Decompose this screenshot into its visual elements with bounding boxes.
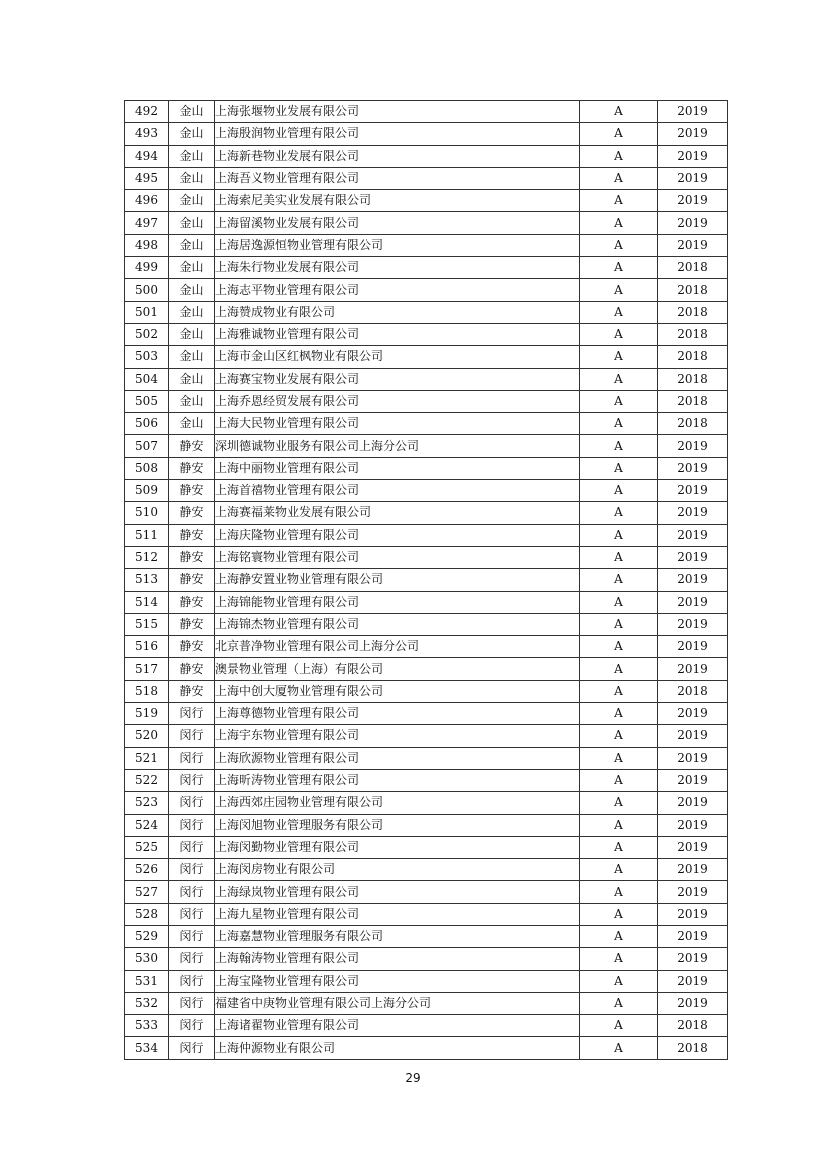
company-name-cell: 上海嘉慧物业管理服务有限公司 bbox=[215, 925, 580, 947]
year-cell: 2019 bbox=[658, 636, 728, 658]
company-name-cell: 上海绿岚物业管理有限公司 bbox=[215, 881, 580, 903]
table-row bbox=[125, 636, 728, 658]
table-row bbox=[125, 435, 728, 457]
year-cell: 2019 bbox=[658, 613, 728, 635]
district-cell: 闵行 bbox=[169, 925, 215, 947]
company-name-cell: 上海殷润物业管理有限公司 bbox=[215, 123, 580, 145]
row-number: 505 bbox=[125, 390, 169, 412]
company-name-cell: 上海留溪物业发展有限公司 bbox=[215, 212, 580, 234]
row-number: 493 bbox=[125, 123, 169, 145]
table-row bbox=[125, 502, 728, 524]
row-number: 498 bbox=[125, 234, 169, 256]
grade-cell: A bbox=[580, 457, 658, 479]
company-name-cell: 上海静安置业物业管理有限公司 bbox=[215, 569, 580, 591]
company-name-cell: 上海庆隆物业管理有限公司 bbox=[215, 524, 580, 546]
year-cell: 2019 bbox=[658, 480, 728, 502]
year-cell: 2019 bbox=[658, 546, 728, 568]
year-cell: 2019 bbox=[658, 725, 728, 747]
company-name-cell: 上海居逸源恒物业管理有限公司 bbox=[215, 234, 580, 256]
table-row bbox=[125, 480, 728, 502]
row-number: 524 bbox=[125, 814, 169, 836]
row-number: 529 bbox=[125, 925, 169, 947]
year-cell: 2019 bbox=[658, 859, 728, 881]
grade-cell: A bbox=[580, 925, 658, 947]
table-row bbox=[125, 591, 728, 613]
year-cell: 2019 bbox=[658, 970, 728, 992]
row-number: 504 bbox=[125, 368, 169, 390]
district-cell: 金山 bbox=[169, 279, 215, 301]
district-cell: 金山 bbox=[169, 323, 215, 345]
district-cell: 闵行 bbox=[169, 792, 215, 814]
district-cell: 闵行 bbox=[169, 948, 215, 970]
district-cell: 金山 bbox=[169, 123, 215, 145]
grade-cell: A bbox=[580, 836, 658, 858]
table-row bbox=[125, 836, 728, 858]
company-name-cell: 上海乔恩经贸发展有限公司 bbox=[215, 390, 580, 412]
company-name-cell: 福建省中庚物业管理有限公司上海分公司 bbox=[215, 992, 580, 1014]
row-number: 523 bbox=[125, 792, 169, 814]
row-number: 515 bbox=[125, 613, 169, 635]
district-cell: 静安 bbox=[169, 658, 215, 680]
year-cell: 2019 bbox=[658, 992, 728, 1014]
year-cell: 2019 bbox=[658, 658, 728, 680]
row-number: 499 bbox=[125, 257, 169, 279]
row-number: 508 bbox=[125, 457, 169, 479]
year-cell: 2019 bbox=[658, 792, 728, 814]
district-cell: 闵行 bbox=[169, 881, 215, 903]
year-cell: 2019 bbox=[658, 234, 728, 256]
district-cell: 闵行 bbox=[169, 725, 215, 747]
row-number: 494 bbox=[125, 145, 169, 167]
table-row bbox=[125, 747, 728, 769]
table-row bbox=[125, 190, 728, 212]
year-cell: 2019 bbox=[658, 836, 728, 858]
grade-cell: A bbox=[580, 970, 658, 992]
table-row bbox=[125, 234, 728, 256]
district-cell: 金山 bbox=[169, 190, 215, 212]
grade-cell: A bbox=[580, 301, 658, 323]
year-cell: 2019 bbox=[658, 747, 728, 769]
grade-cell: A bbox=[580, 524, 658, 546]
company-name-cell: 上海锦能物业管理有限公司 bbox=[215, 591, 580, 613]
year-cell: 2019 bbox=[658, 903, 728, 925]
table-row bbox=[125, 569, 728, 591]
grade-cell: A bbox=[580, 145, 658, 167]
grade-cell: A bbox=[580, 435, 658, 457]
table-row bbox=[125, 167, 728, 189]
row-number: 531 bbox=[125, 970, 169, 992]
year-cell: 2019 bbox=[658, 591, 728, 613]
row-number: 518 bbox=[125, 680, 169, 702]
grade-cell: A bbox=[580, 769, 658, 791]
year-cell: 2019 bbox=[658, 167, 728, 189]
year-cell: 2019 bbox=[658, 101, 728, 123]
grade-cell: A bbox=[580, 123, 658, 145]
year-cell: 2019 bbox=[658, 123, 728, 145]
district-cell: 金山 bbox=[169, 301, 215, 323]
district-cell: 金山 bbox=[169, 212, 215, 234]
table-row bbox=[125, 323, 728, 345]
grade-cell: A bbox=[580, 859, 658, 881]
year-cell: 2018 bbox=[658, 301, 728, 323]
district-cell: 闵行 bbox=[169, 703, 215, 725]
company-name-cell: 上海昕涛物业管理有限公司 bbox=[215, 769, 580, 791]
year-cell: 2019 bbox=[658, 569, 728, 591]
table-row bbox=[125, 992, 728, 1014]
district-cell: 闵行 bbox=[169, 814, 215, 836]
grade-cell: A bbox=[580, 480, 658, 502]
row-number: 496 bbox=[125, 190, 169, 212]
company-name-cell: 上海中丽物业管理有限公司 bbox=[215, 457, 580, 479]
row-number: 495 bbox=[125, 167, 169, 189]
row-number: 534 bbox=[125, 1037, 169, 1059]
district-cell: 金山 bbox=[169, 167, 215, 189]
year-cell: 2019 bbox=[658, 190, 728, 212]
grade-cell: A bbox=[580, 703, 658, 725]
grade-cell: A bbox=[580, 502, 658, 524]
grade-cell: A bbox=[580, 569, 658, 591]
year-cell: 2019 bbox=[658, 881, 728, 903]
row-number: 513 bbox=[125, 569, 169, 591]
row-number: 527 bbox=[125, 881, 169, 903]
row-number: 522 bbox=[125, 769, 169, 791]
company-name-cell: 上海仲源物业有限公司 bbox=[215, 1037, 580, 1059]
company-name-cell: 上海赛福莱物业发展有限公司 bbox=[215, 502, 580, 524]
grade-cell: A bbox=[580, 390, 658, 412]
grade-cell: A bbox=[580, 814, 658, 836]
table-row bbox=[125, 346, 728, 368]
company-name-cell: 上海新巷物业发展有限公司 bbox=[215, 145, 580, 167]
district-cell: 闵行 bbox=[169, 747, 215, 769]
row-number: 507 bbox=[125, 435, 169, 457]
year-cell: 2018 bbox=[658, 413, 728, 435]
company-name-cell: 上海宝隆物业管理有限公司 bbox=[215, 970, 580, 992]
district-cell: 金山 bbox=[169, 257, 215, 279]
row-number: 501 bbox=[125, 301, 169, 323]
row-number: 509 bbox=[125, 480, 169, 502]
grade-cell: A bbox=[580, 881, 658, 903]
grade-cell: A bbox=[580, 234, 658, 256]
company-name-cell: 上海赛宝物业发展有限公司 bbox=[215, 368, 580, 390]
year-cell: 2019 bbox=[658, 145, 728, 167]
grade-cell: A bbox=[580, 368, 658, 390]
company-name-cell: 上海市金山区红枫物业有限公司 bbox=[215, 346, 580, 368]
year-cell: 2019 bbox=[658, 814, 728, 836]
row-number: 526 bbox=[125, 859, 169, 881]
row-number: 517 bbox=[125, 658, 169, 680]
year-cell: 2018 bbox=[658, 390, 728, 412]
year-cell: 2018 bbox=[658, 257, 728, 279]
grade-cell: A bbox=[580, 279, 658, 301]
company-table bbox=[124, 100, 728, 1060]
table-row bbox=[125, 613, 728, 635]
row-number: 512 bbox=[125, 546, 169, 568]
row-number: 530 bbox=[125, 948, 169, 970]
table-row bbox=[125, 881, 728, 903]
grade-cell: A bbox=[580, 1015, 658, 1037]
row-number: 532 bbox=[125, 992, 169, 1014]
district-cell: 金山 bbox=[169, 101, 215, 123]
district-cell: 闵行 bbox=[169, 903, 215, 925]
table-row bbox=[125, 212, 728, 234]
company-name-cell: 上海中创大厦物业管理有限公司 bbox=[215, 680, 580, 702]
company-name-cell: 上海朱行物业发展有限公司 bbox=[215, 257, 580, 279]
row-number: 503 bbox=[125, 346, 169, 368]
table-row bbox=[125, 390, 728, 412]
year-cell: 2019 bbox=[658, 435, 728, 457]
company-name-cell: 上海铭寰物业管理有限公司 bbox=[215, 546, 580, 568]
table-row bbox=[125, 1037, 728, 1059]
grade-cell: A bbox=[580, 190, 658, 212]
district-cell: 静安 bbox=[169, 591, 215, 613]
district-cell: 静安 bbox=[169, 546, 215, 568]
company-name-cell: 上海首禧物业管理有限公司 bbox=[215, 480, 580, 502]
row-number: 520 bbox=[125, 725, 169, 747]
company-name-cell: 上海闵勤物业管理有限公司 bbox=[215, 836, 580, 858]
row-number: 497 bbox=[125, 212, 169, 234]
company-name-cell: 上海索尼美实业发展有限公司 bbox=[215, 190, 580, 212]
district-cell: 闵行 bbox=[169, 859, 215, 881]
company-name-cell: 上海吾义物业管理有限公司 bbox=[215, 167, 580, 189]
company-name-cell: 上海大民物业管理有限公司 bbox=[215, 413, 580, 435]
grade-cell: A bbox=[580, 747, 658, 769]
grade-cell: A bbox=[580, 613, 658, 635]
district-cell: 静安 bbox=[169, 502, 215, 524]
year-cell: 2019 bbox=[658, 502, 728, 524]
table-row bbox=[125, 457, 728, 479]
grade-cell: A bbox=[580, 903, 658, 925]
grade-cell: A bbox=[580, 167, 658, 189]
table-row bbox=[125, 257, 728, 279]
district-cell: 静安 bbox=[169, 569, 215, 591]
grade-cell: A bbox=[580, 101, 658, 123]
district-cell: 金山 bbox=[169, 234, 215, 256]
company-name-cell: 上海雅诚物业管理有限公司 bbox=[215, 323, 580, 345]
year-cell: 2019 bbox=[658, 769, 728, 791]
row-number: 506 bbox=[125, 413, 169, 435]
table-row bbox=[125, 680, 728, 702]
table-row bbox=[125, 279, 728, 301]
grade-cell: A bbox=[580, 680, 658, 702]
row-number: 500 bbox=[125, 279, 169, 301]
year-cell: 2019 bbox=[658, 457, 728, 479]
table-row bbox=[125, 145, 728, 167]
grade-cell: A bbox=[580, 948, 658, 970]
table-row bbox=[125, 814, 728, 836]
company-name-cell: 上海欣源物业管理有限公司 bbox=[215, 747, 580, 769]
company-name-cell: 上海九星物业管理有限公司 bbox=[215, 903, 580, 925]
row-number: 492 bbox=[125, 101, 169, 123]
table-row bbox=[125, 524, 728, 546]
grade-cell: A bbox=[580, 591, 658, 613]
grade-cell: A bbox=[580, 323, 658, 345]
district-cell: 静安 bbox=[169, 613, 215, 635]
table-row bbox=[125, 658, 728, 680]
year-cell: 2019 bbox=[658, 212, 728, 234]
grade-cell: A bbox=[580, 413, 658, 435]
row-number: 533 bbox=[125, 1015, 169, 1037]
district-cell: 闵行 bbox=[169, 769, 215, 791]
company-name-cell: 上海西郊庄园物业管理有限公司 bbox=[215, 792, 580, 814]
district-cell: 静安 bbox=[169, 680, 215, 702]
table-row bbox=[125, 703, 728, 725]
table-row bbox=[125, 769, 728, 791]
row-number: 511 bbox=[125, 524, 169, 546]
row-number: 514 bbox=[125, 591, 169, 613]
company-name-cell: 上海张堰物业发展有限公司 bbox=[215, 101, 580, 123]
table-row bbox=[125, 925, 728, 947]
table-row bbox=[125, 948, 728, 970]
grade-cell: A bbox=[580, 992, 658, 1014]
grade-cell: A bbox=[580, 1037, 658, 1059]
table-body bbox=[125, 101, 728, 1060]
year-cell: 2018 bbox=[658, 1037, 728, 1059]
grade-cell: A bbox=[580, 636, 658, 658]
grade-cell: A bbox=[580, 658, 658, 680]
district-cell: 闵行 bbox=[169, 1037, 215, 1059]
company-name-cell: 上海锦杰物业管理有限公司 bbox=[215, 613, 580, 635]
table-row bbox=[125, 413, 728, 435]
row-number: 528 bbox=[125, 903, 169, 925]
company-name-cell: 上海闵旭物业管理服务有限公司 bbox=[215, 814, 580, 836]
table-row bbox=[125, 792, 728, 814]
year-cell: 2018 bbox=[658, 680, 728, 702]
company-name-cell: 上海宇东物业管理有限公司 bbox=[215, 725, 580, 747]
row-number: 510 bbox=[125, 502, 169, 524]
grade-cell: A bbox=[580, 212, 658, 234]
table-row bbox=[125, 1015, 728, 1037]
district-cell: 金山 bbox=[169, 346, 215, 368]
table-row bbox=[125, 970, 728, 992]
district-cell: 静安 bbox=[169, 636, 215, 658]
district-cell: 金山 bbox=[169, 413, 215, 435]
page-number: 29 bbox=[405, 1071, 421, 1085]
district-cell: 静安 bbox=[169, 435, 215, 457]
year-cell: 2019 bbox=[658, 703, 728, 725]
district-cell: 金山 bbox=[169, 145, 215, 167]
district-cell: 闵行 bbox=[169, 992, 215, 1014]
company-name-cell: 上海翰涛物业管理有限公司 bbox=[215, 948, 580, 970]
district-cell: 静安 bbox=[169, 480, 215, 502]
district-cell: 闵行 bbox=[169, 1015, 215, 1037]
company-name-cell: 深圳德诚物业服务有限公司上海分公司 bbox=[215, 435, 580, 457]
row-number: 502 bbox=[125, 323, 169, 345]
year-cell: 2019 bbox=[658, 948, 728, 970]
company-name-cell: 澳景物业管理（上海）有限公司 bbox=[215, 658, 580, 680]
table-row bbox=[125, 368, 728, 390]
table-row bbox=[125, 123, 728, 145]
district-cell: 静安 bbox=[169, 524, 215, 546]
row-number: 519 bbox=[125, 703, 169, 725]
table-row bbox=[125, 903, 728, 925]
year-cell: 2018 bbox=[658, 323, 728, 345]
table-row bbox=[125, 859, 728, 881]
district-cell: 金山 bbox=[169, 368, 215, 390]
company-name-cell: 北京普净物业管理有限公司上海分公司 bbox=[215, 636, 580, 658]
row-number: 521 bbox=[125, 747, 169, 769]
table-row bbox=[125, 301, 728, 323]
company-name-cell: 上海尊德物业管理有限公司 bbox=[215, 703, 580, 725]
company-name-cell: 上海志平物业管理有限公司 bbox=[215, 279, 580, 301]
district-cell: 闵行 bbox=[169, 970, 215, 992]
grade-cell: A bbox=[580, 346, 658, 368]
district-cell: 静安 bbox=[169, 457, 215, 479]
district-cell: 金山 bbox=[169, 390, 215, 412]
grade-cell: A bbox=[580, 792, 658, 814]
company-name-cell: 上海闵房物业有限公司 bbox=[215, 859, 580, 881]
grade-cell: A bbox=[580, 257, 658, 279]
grade-cell: A bbox=[580, 546, 658, 568]
year-cell: 2018 bbox=[658, 368, 728, 390]
table-row bbox=[125, 101, 728, 123]
table-row bbox=[125, 725, 728, 747]
table-row bbox=[125, 546, 728, 568]
company-name-cell: 上海诸翟物业管理有限公司 bbox=[215, 1015, 580, 1037]
year-cell: 2019 bbox=[658, 925, 728, 947]
row-number: 516 bbox=[125, 636, 169, 658]
year-cell: 2018 bbox=[658, 279, 728, 301]
year-cell: 2018 bbox=[658, 1015, 728, 1037]
district-cell: 闵行 bbox=[169, 836, 215, 858]
company-name-cell: 上海赞成物业有限公司 bbox=[215, 301, 580, 323]
grade-cell: A bbox=[580, 725, 658, 747]
row-number: 525 bbox=[125, 836, 169, 858]
year-cell: 2019 bbox=[658, 524, 728, 546]
year-cell: 2018 bbox=[658, 346, 728, 368]
